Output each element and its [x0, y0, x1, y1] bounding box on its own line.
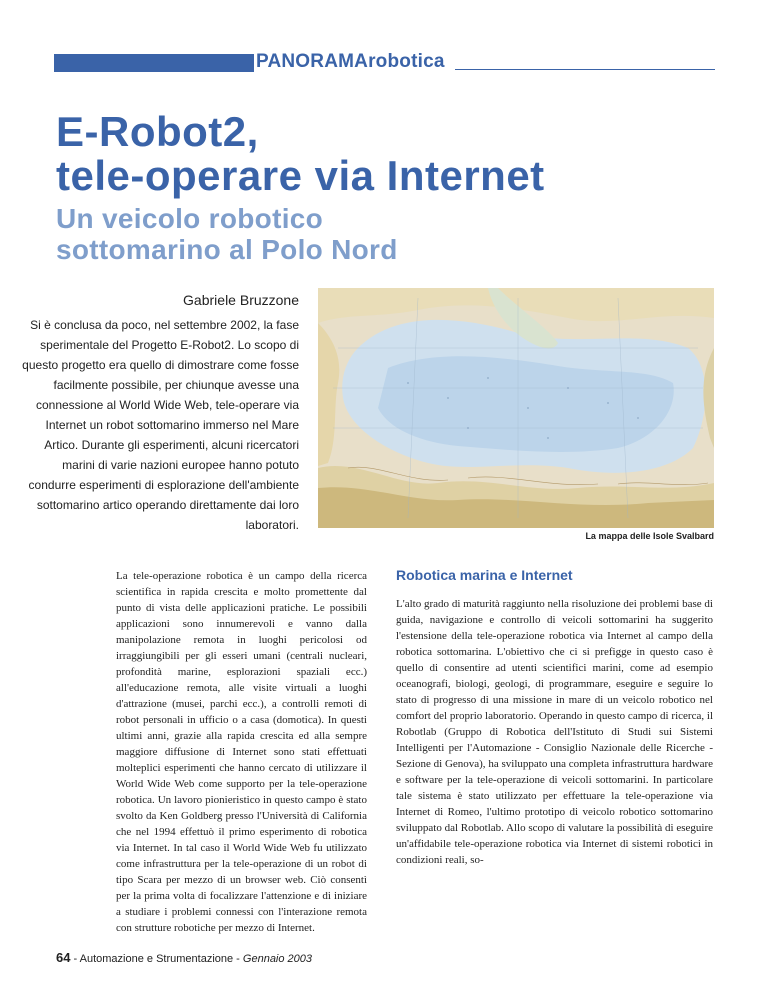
footer-separator: -	[233, 953, 243, 965]
lead-paragraph: Si è conclusa da poco, nel settembre 2002, la fase sperimentale del Progetto E-Robot2. Lo scopo di questo progetto era quello di dimostrare come fosse facilmente possibile, per chiunque avesse una connessione al World Wide Web, tele-operare via Internet un robot sottomarino immerso nel Mare Artico. Durante gli esperimenti, alcuni ricercatori marini di varie nazioni europee hanno potuto condurre esperimenti di esplorazione dell'ambiente sottomarino artico operando direttamente dai loro laboratori.	[22, 318, 299, 532]
body-text-left-column: La tele-operazione robotica è un campo della ricerca scientifica in rapida crescita e molto promettente dal punto di vista delle applicazioni pratiche. Le possibili applicazioni sono innumerevoli e vanno dalla manipolazione remota in luoghi pericolosi od irraggiungibili per gli esseri umani (centrali nucleari, profondità marine, esplorazioni spaziali ecc.) all'educazione remota, alle visite virtuali a luoghi d'attrazione (musei, parchi ecc.), a controlli remoti di robot personali in ufficio o a casa (domotica). In questi ultimi anni, grazie alla rapida crescita ed alla sempre maggiore diffusione di Internet sono stati effettuati molteplici esperimenti che hanno cercato di utilizzare il World Wide Web come supporto per la tele-operazione robotica. Un lavoro pionieristico in questo campo è stato svolto da Ken Goldberg presso l'Università di California che nel 1994 effettuò il primo esperimento di robotica via Internet. In tal caso il World Wide Web fu utilizzato come infrastruttura per la tele-operazione di un robot di tipo Scara per mezzo di un browser web. Ciò consentì per la prima volta di focalizzare l'attenzione e di iniziare a studiare i problemi connessi con l'interazione remota con strutture robotiche per mezzo di Internet.	[116, 570, 367, 934]
body-text-right-column: L'alto grado di maturità raggiunto nella risoluzione dei problemi base di guida, navigazione e controllo di veicoli sottomarini ha suggerito l'estensione della tele-operazione robotica via Internet al campo della robotica sottomarina. L'obiettivo che ci si prefigge in questo caso è quello di consentire ad utenti scientifici marini, come ad esempio oceanografi, biologi, geologi, di programmare, eseguire e seguire lo stato di progresso di una missione in mare di un veicolo robotico nel comfort del proprio laboratorio. Operando in questo campo di ricerca, il Robotlab (Gruppo di Robotica dell'Istituto di Studi sui Sistemi Intelligenti per l'Automazione - Consiglio Nazionale delle Ricerche - Sezione di Genova), ha sviluppato una completa infrastruttura hardware e software per la tele-operazione di veicoli sottomarini. In particolare tale sistema è stato utilizzato per effettuare la tele-operazione via Internet di Romeo, l'ultimo prototipo di veicolo robotico sottomarino sviluppato dal Robotlab. Allo scopo di valutare la possibilità di eseguire un'affidabile tele-operazione robotica via Internet di sistemi robotici in condizioni reali, so-	[396, 598, 713, 866]
issue-date: Gennaio 2003	[242, 953, 313, 965]
section-heading: Robotica marina e Internet	[396, 567, 573, 583]
page-number: 64	[56, 950, 71, 965]
page-footer	[56, 950, 312, 965]
footer-separator: -	[70, 953, 80, 965]
section-header	[256, 51, 445, 73]
section-topic: robotica	[368, 51, 445, 72]
header-bar	[54, 54, 254, 72]
header-rule	[455, 69, 715, 70]
publication-name: Automazione e Strumentazione	[79, 953, 234, 965]
author-name: Gabriele Bruzzone	[183, 292, 299, 308]
figure-caption: La mappa delle Isole Svalbard	[585, 531, 714, 541]
article-title: E-Robot2, tele-operare via Internet	[56, 108, 545, 199]
section-label: PANORAMA	[256, 51, 369, 72]
article-subtitle: Un veicolo robotico sottomarino al Polo Nord	[56, 203, 398, 265]
svalbard-map-image	[318, 288, 714, 528]
